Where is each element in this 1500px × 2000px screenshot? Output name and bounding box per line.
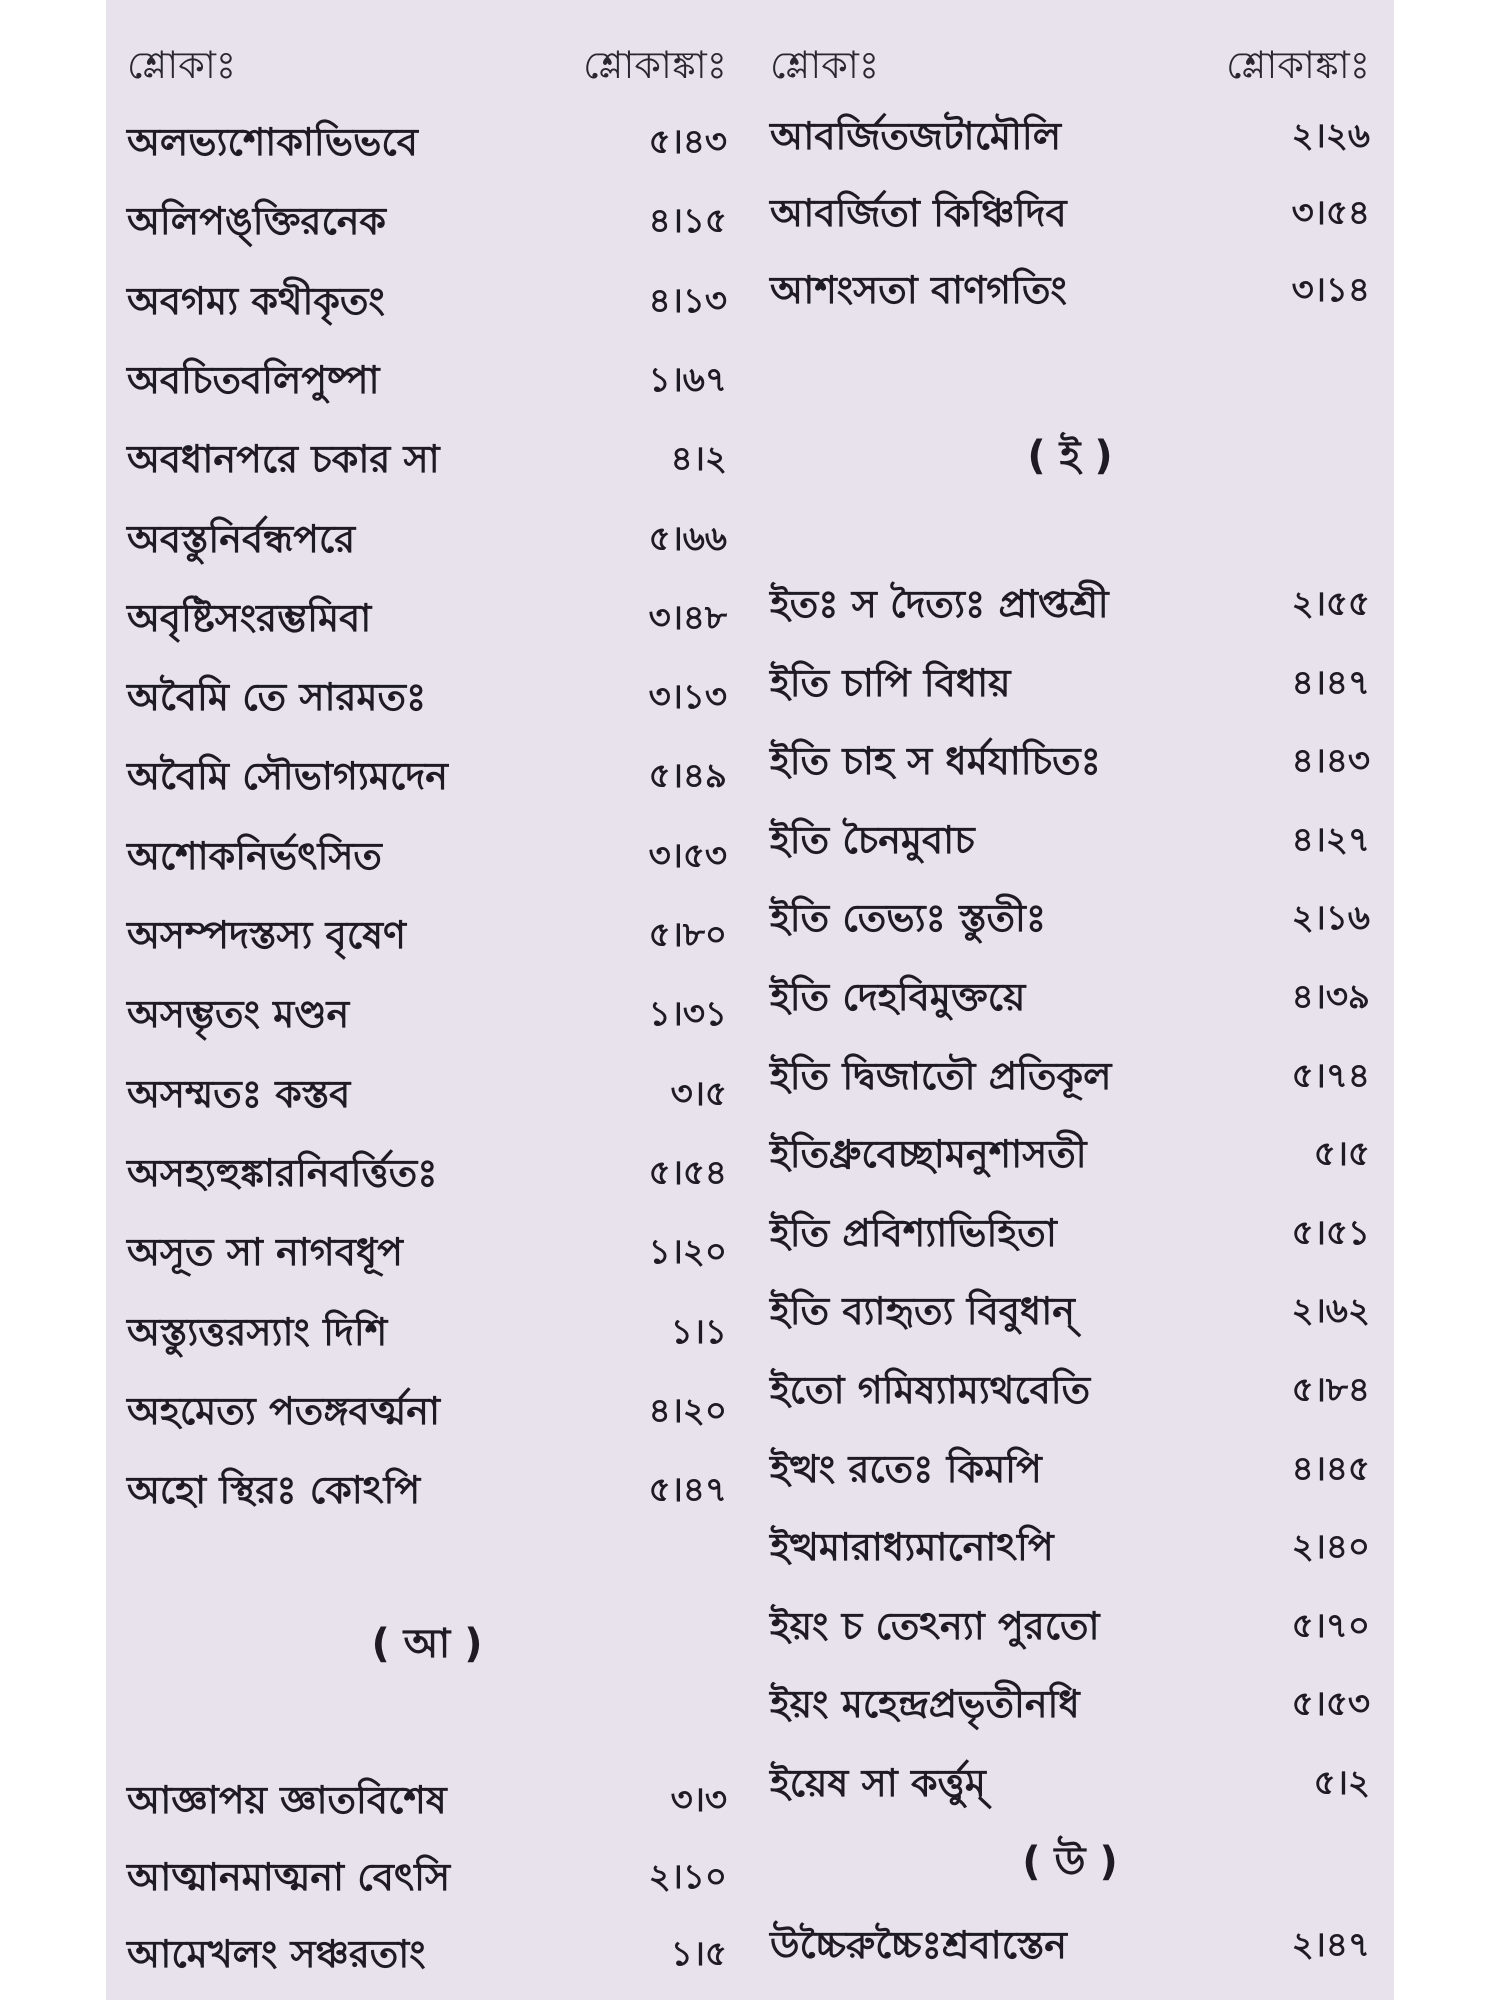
verse-first-line: ইতি দেহবিমুক্তয়ে <box>770 975 1026 1019</box>
verse-first-line: অসম্ভৃতং মণ্ডন <box>127 992 350 1037</box>
verse-first-line: অবৈমি তে সারমতঃ <box>127 675 427 720</box>
verse-first-line: আবর্জিতা কিঞ্চিদিব <box>770 191 1067 235</box>
index-entry <box>770 183 1370 243</box>
index-entry <box>127 1770 727 1830</box>
index-entry <box>127 905 727 965</box>
index-entry <box>127 271 727 331</box>
verse-number-label: শ্লোকাঙ্কাঃ <box>583 43 727 87</box>
section-heading-aa: ( আ ) <box>371 1621 483 1667</box>
verse-first-line: অসূত সা নাগবধূপ <box>127 1230 403 1275</box>
index-entry <box>770 1596 1370 1656</box>
verse-reference: ৫।৫৩ <box>1291 1684 1370 1725</box>
index-entry <box>770 1046 1370 1106</box>
verse-first-line: উচ্চৈরুচ্চৈঃশ্রবাস্তেন <box>770 1923 1067 1967</box>
verse-first-line: অশোকনির্ভৎসিত <box>127 833 382 878</box>
index-entry <box>770 1439 1370 1499</box>
index-entry <box>770 1674 1370 1734</box>
verse-reference: ৪।৪৫ <box>1291 1448 1370 1489</box>
index-entry <box>127 112 727 172</box>
verse-reference: ২।১৬ <box>1291 898 1370 939</box>
verse-first-line: অসম্পদস্তস্য বৃষেণ <box>127 913 407 957</box>
verse-first-line: অবৃষ্টিসংরম্ভমিবা <box>127 595 372 640</box>
index-entry <box>770 1360 1370 1420</box>
verse-label: শ্লোকাঃ <box>770 43 880 87</box>
verse-reference: ৫।২ <box>1313 1763 1370 1803</box>
right-column-header <box>770 36 1370 96</box>
index-entry <box>770 888 1370 948</box>
verse-reference: ৩।১৩ <box>648 677 727 718</box>
verse-first-line: অবগম্য কথীকৃতং <box>127 278 385 323</box>
index-entry <box>127 191 727 251</box>
verse-reference: ২।১০ <box>648 1857 727 1897</box>
verse-reference: ৫।৫৪ <box>648 1152 727 1193</box>
verse-reference: ৩।৩ <box>670 1780 727 1820</box>
verse-first-line: আত্মানমাত্মনা বেৎসি <box>127 1855 451 1899</box>
verse-reference: ১।২০ <box>648 1232 727 1273</box>
verse-reference: ৫।৫১ <box>1291 1212 1370 1253</box>
verse-first-line: অহমেত্য পতঙ্গবর্ত্মনা <box>127 1388 440 1433</box>
verse-first-line: অস্ত্যুত্তরস্যাং দিশি <box>127 1309 388 1354</box>
verse-first-line: অবচিতবলিপুষ্পা <box>127 357 380 402</box>
index-entry <box>127 1302 727 1362</box>
index-entry <box>770 260 1370 320</box>
index-entry <box>770 810 1370 870</box>
index-entry <box>770 731 1370 791</box>
section-heading-u: ( উ ) <box>1022 1839 1118 1885</box>
index-entry <box>127 588 727 648</box>
verse-reference: ৪।২ <box>670 439 727 480</box>
verse-first-line: ইয়ং মহেন্দ্রপ্রভৃতীনধি <box>770 1682 1080 1727</box>
verse-first-line: ইতি চাহ স ধর্মযাচিতঃ <box>770 739 1101 784</box>
verse-first-line: ইতো গমিষ্যাম্যথবেতি <box>770 1368 1091 1412</box>
verse-reference: ৫।৭০ <box>1291 1605 1370 1646</box>
index-entry <box>770 574 1370 634</box>
index-entry <box>127 1924 727 1984</box>
verse-first-line: ইতি প্রবিশ্যাভিহিতা <box>770 1210 1057 1255</box>
index-entry <box>770 967 1370 1027</box>
verse-reference: ৪।৪৭ <box>1291 662 1370 703</box>
verse-first-line: অবৈমি সৌভাগ্যমদেন <box>127 754 448 799</box>
index-entry <box>770 1517 1370 1577</box>
verse-reference: ৪।২৭ <box>1291 819 1370 860</box>
verse-reference: ৩।১৪ <box>1291 270 1370 310</box>
verse-reference: ৫।৪৩ <box>648 122 727 162</box>
verse-reference: ২।৪৭ <box>1291 1925 1370 1965</box>
verse-reference: ৪।১৩ <box>648 280 727 321</box>
verse-first-line: ইত্থমারাধ্যমানোঽপি <box>770 1525 1054 1570</box>
verse-reference: ৩।৫৪ <box>1291 193 1370 233</box>
index-entry <box>127 667 727 727</box>
verse-reference: ৩।৫৩ <box>648 835 727 876</box>
index-entry <box>127 1460 727 1520</box>
verse-first-line: ইয়েষ সা কর্ত্তুম্‌ <box>770 1761 986 1805</box>
verse-first-line: আবর্জিতজটামৌলি <box>770 114 1062 158</box>
verse-reference: ৪।১৫ <box>648 201 727 242</box>
verse-reference: ১।৫ <box>670 1934 727 1974</box>
left-column-header <box>127 36 727 96</box>
verse-reference: ২।৪০ <box>1291 1527 1370 1568</box>
verse-first-line: অসহ্যহুঙ্কারনিবর্ত্তিতঃ <box>127 1150 438 1195</box>
index-entry <box>127 1381 727 1441</box>
verse-number-label: শ্লোকাঙ্কাঃ <box>1226 43 1370 87</box>
verse-first-line: আশংসতা বাণগতিং <box>770 268 1067 312</box>
verse-first-line: ইতি ব্যাহৃত্য বিবুধান্‌ <box>770 1289 1075 1334</box>
verse-reference: ৫।৫ <box>1313 1134 1370 1175</box>
index-entry <box>770 1281 1370 1341</box>
index-entry <box>127 429 727 489</box>
verse-first-line: আজ্ঞাপয় জ্ঞাতবিশেষ <box>127 1778 447 1822</box>
verse-reference: ৫।৮৪ <box>1291 1370 1370 1410</box>
verse-first-line: অহো স্থিরঃ কোঽপি <box>127 1468 421 1513</box>
index-entry <box>127 746 727 806</box>
verse-reference: ৩।৫ <box>670 1073 727 1114</box>
verse-reference: ৫।৮০ <box>648 915 727 955</box>
verse-first-line: ইত্থং রতেঃ কিমপি <box>770 1446 1042 1491</box>
index-entry <box>770 1753 1370 1813</box>
verse-first-line: ইতি চৈনমুবাচ <box>770 817 975 862</box>
verse-reference: ২।২৬ <box>1291 116 1370 156</box>
index-entry <box>127 1222 727 1282</box>
verse-first-line: অবস্তুনির্বন্ধপরে <box>127 516 356 561</box>
verse-first-line: অসম্মতঃ কস্তব <box>127 1071 351 1116</box>
verse-first-line: ইতি তেভ্যঃ স্তুতীঃ <box>770 896 1047 941</box>
index-entry <box>127 1143 727 1203</box>
verse-reference: ২।৬২ <box>1291 1291 1370 1332</box>
verse-first-line: অলভ্যশোকাভিভবে <box>127 120 418 164</box>
verse-reference: ১।৩১ <box>648 994 727 1035</box>
verse-reference: ৩।৪৮ <box>648 597 727 638</box>
verse-reference: ১।১ <box>670 1311 727 1352</box>
verse-reference: ৪।২০ <box>648 1390 727 1431</box>
index-entry <box>127 509 727 569</box>
verse-first-line: ইতিধ্রুবেচ্ছামনুশাসতী <box>770 1132 1087 1177</box>
verse-reference: ৫।৭৪ <box>1291 1055 1370 1096</box>
index-entry <box>770 1124 1370 1184</box>
index-entry <box>127 1847 727 1907</box>
verse-first-line: ইতঃ স দৈত্যঃ প্রাপ্তশ্রী <box>770 582 1109 626</box>
index-entry <box>127 984 727 1044</box>
index-entry <box>770 1203 1370 1263</box>
verse-first-line: ইয়ং চ তেঽন্যা পুরতো <box>770 1603 1100 1648</box>
verse-reference: ৪।৪৩ <box>1291 741 1370 782</box>
index-entry <box>127 1064 727 1124</box>
verse-reference: ৫।৪৯ <box>648 756 727 797</box>
index-entry <box>770 653 1370 713</box>
section-heading-i: ( ই ) <box>1027 433 1113 479</box>
verse-first-line: ইতি চাপি বিধায় <box>770 660 1011 705</box>
verse-first-line: ইতি দ্বিজাতৌ প্রতিকূল <box>770 1053 1112 1098</box>
verse-first-line: অলিপঙ্‌ক্তিরনেক <box>127 199 386 244</box>
right-index-column <box>770 0 1370 2000</box>
index-entry <box>770 106 1370 166</box>
verse-reference: ৪।৩৯ <box>1291 977 1370 1017</box>
left-index-column <box>127 0 727 2000</box>
verse-reference: ২।৫৫ <box>1291 584 1370 624</box>
index-entry <box>127 350 727 410</box>
verse-reference: ১।৬৭ <box>648 359 727 400</box>
verse-first-line: আমেখলং সঞ্চরতাং <box>127 1932 426 1976</box>
index-entry <box>770 1915 1370 1975</box>
verse-reference: ৫।৬৬ <box>648 518 727 559</box>
index-entry <box>127 826 727 886</box>
verse-label: শ্লোকাঃ <box>127 43 237 87</box>
verse-first-line: অবধানপরে চকার সা <box>127 437 440 482</box>
verse-reference: ৫।৪৭ <box>648 1470 727 1511</box>
